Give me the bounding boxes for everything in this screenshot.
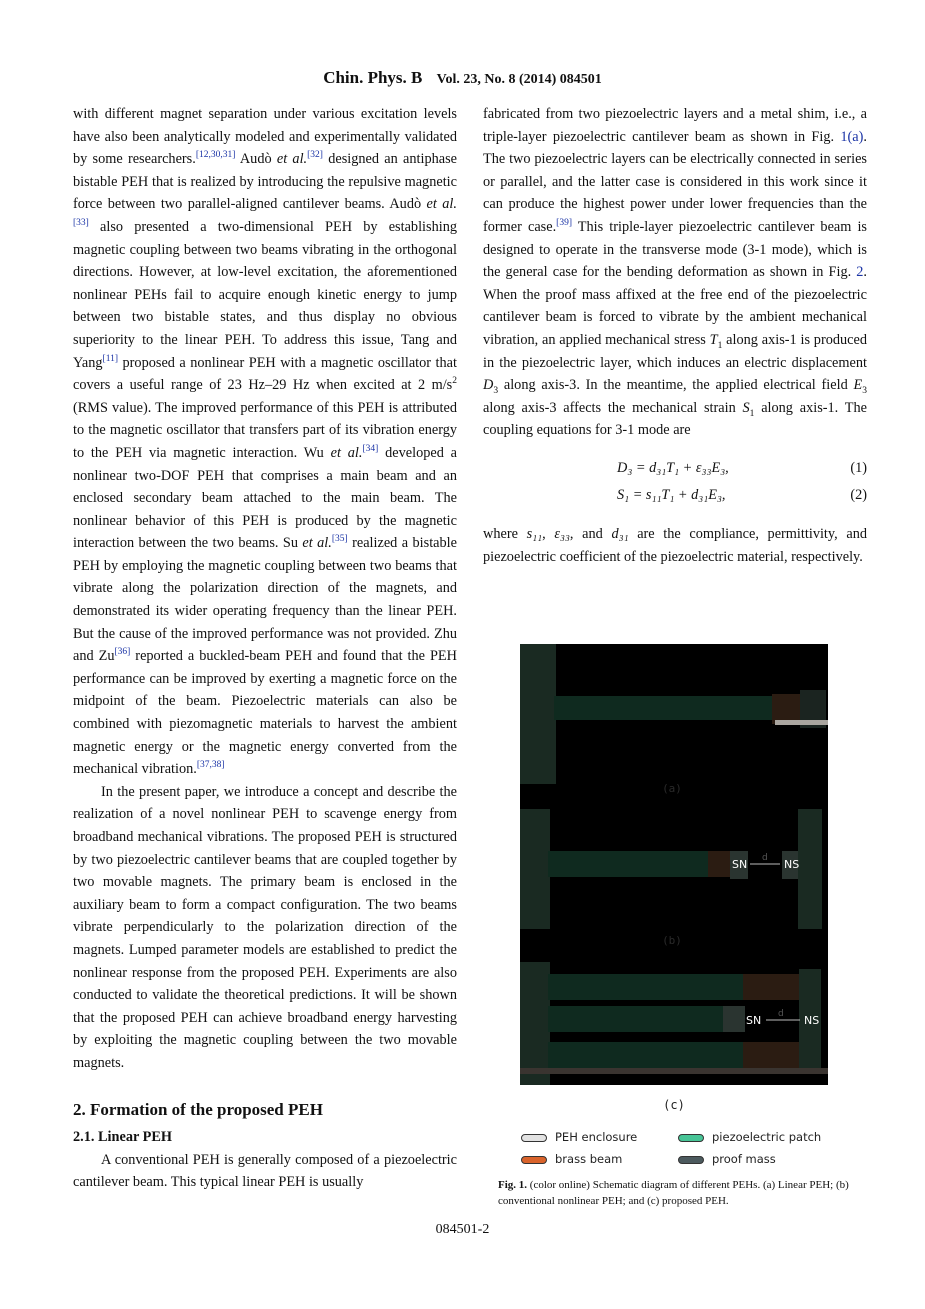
magnet-label: NS <box>804 1014 820 1027</box>
proof-mass <box>743 1042 801 1068</box>
figure-1-image <box>520 644 828 1085</box>
citation-link[interactable]: [11] <box>102 353 119 364</box>
peh-schematic <box>520 644 828 1085</box>
proof-mass <box>708 851 730 877</box>
piezo-beam <box>548 1042 743 1068</box>
magnet-label: SN <box>732 858 748 871</box>
volume-info: Vol. 23, No. 8 (2014) 084501 <box>436 72 602 87</box>
legend-item: proof mass <box>678 1152 776 1166</box>
legend-swatch <box>521 1134 547 1142</box>
figure-link[interactable]: 2 <box>856 264 864 281</box>
subfigure-label-c: (c) <box>663 1098 685 1112</box>
paragraph: where s₁₁, ε₃₃, and d₃₁ are the compliance, permittivity, and piezoelectric coefficient of the piezoelectric material, respectively. <box>483 525 867 565</box>
citation-link[interactable]: [35] <box>331 534 348 545</box>
legend-item: PEH enclosure <box>521 1130 637 1144</box>
legend-swatch <box>678 1134 704 1142</box>
equation-number: (1) <box>850 459 867 476</box>
citation-link[interactable]: [39] <box>556 218 572 229</box>
paragraph: fabricated from two piezoelectric layers and a metal shim, i.e., a triple-layer piezoelectric cantilever beam as shown in Fig. 1(a). The two piezoelectric layers can be electrically connected in series or parallel, and the latter case is considered in this work since it can produce the highest power under lower frequencies than the former case.[39] This triple-layer piezoelectric cantilever beam is designed to operate in the transverse mode (3-1 mode), which is the general case for the bending deformation as shown in Fig. 2. When the proof mass affixed at the free end of the piezoelectric cantilever beam is forced to vibrate by the ambient mechanical vibration, an applied mechanical stress $T_1$ along axis-1 is produced in the piezoelectric layer, which induces an electric displacement $D_3$ along axis-3. In the meantime, the applied electrical field $E_3$ along axis-3 affects the mechanical strain $S_1$ along axis-1. The coupling equations for 3-1 mode are <box>483 106 868 439</box>
paragraph: with different magnet separation under various excitation levels have also been analytically modeled and experimentally validated by some researchers.[12,30,31] Audò et al.[32] designed an antiphase bistable PEH that is realized by introducing the repulsive magnetic force between two parallel-aligned cantilever beams. Audò et al.[33] also presented a two-dimensional PEH by establishing magnetic coupling between two beams vibrating in the orthogonal directions. However, at low-level excitation, the aforementioned nonlinear PEHs fail to acquire enough kinetic energy to jump between two bistable states, and thus display no obvious superiority to the linear PEH. To address this issue, Tang and Yang[11] proposed a nonlinear PEH with a magnetic oscillator that covers a useful range of 23 Hz–29 Hz when excited at 2 $m/s^2$ (RMS value). The improved performance of this PEH is attributed to the magnetic oscillator that transfers part of its vibration energy to the PEH via magnetic interaction. Wu et al.[34] developed a nonlinear two-DOF PEH that comprises a main beam and an enclosed secondary beam attached to the main beam. The nonlinear behavior of this PEH is produced by the magnetic interaction between the two beams. Su et al.[35] realized a bistable PEH by employing the magnetic coupling between two beams that vibrate along the polarization direction of the magnets, and demonstrated its wider operating frequency than the linear PEH. But the cause of the improved performance was not provided. Zhu and Zu[36] reported a buckled-beam PEH and found that the PEH performance can be improved by exerting a magnetic force on the midpoint of the beam. Piezoelectric materials can also be combined with piezomagnetic materials to harvest the ambient magnetic energy or the magnetic energy converted from the mechanical vibration.[37,38] <box>73 106 458 778</box>
citation-link[interactable]: [37,38] <box>196 760 225 771</box>
citation-link[interactable]: [33] <box>73 218 89 229</box>
right-column <box>483 103 867 568</box>
citation-link[interactable]: [32] <box>307 150 323 161</box>
enclosure-block <box>798 809 822 929</box>
citation-link[interactable]: [36] <box>114 647 131 658</box>
legend-item: brass beam <box>521 1152 622 1166</box>
gap-label: d <box>778 1009 784 1019</box>
caption-label: Fig. 1. <box>498 1179 528 1191</box>
equation-expression: D₃ = d₃₁T₁ + ε₃₃E₃, <box>617 459 729 476</box>
figure-caption <box>498 1178 868 1209</box>
proof-mass <box>743 974 801 1000</box>
subfigure-label: (b) <box>662 934 682 947</box>
subsection-heading: 2.1. Linear PEH <box>73 1128 173 1145</box>
piezo-beam <box>548 1006 723 1032</box>
clamp-base <box>520 809 550 929</box>
caption-text: (color online) Schematic diagram of different PEHs. (a) Linear PEH; (b) conventional nonlinear PEH; and (c) proposed PEH. <box>498 1179 849 1207</box>
section-heading: 2. Formation of the proposed PEH <box>73 1099 323 1119</box>
gap-label: d <box>762 853 768 863</box>
paragraph: In the present paper, we introduce a concept and describe the realization of a novel nonlinear PEH to scavenge energy from broadband mechanical vibrations. The proposed PEH is structured by two piezoelectric cantilever beams that are coupled together by two movable magnets. The primary beam is enclosed in the auxiliary beam to form a compact configuration. The two beams vibrate perpendicularly to the polarization direction of the magnets. Lumped parameter models are established to predict the nonlinear response from the proposed PEH. Experiments are also conducted to validate the theoretical predictions. It will be shown that the proposed PEH can achieve broadband energy harvesting by exploiting the magnetic coupling between the two movable magnets. <box>73 783 457 1071</box>
legend-swatch <box>521 1156 547 1164</box>
equation-2 <box>483 484 867 511</box>
equation-1 <box>483 457 867 484</box>
citation-link[interactable]: [12,30,31] <box>195 150 236 161</box>
figure-link[interactable]: 1(a) <box>840 128 864 145</box>
magnet-label: SN <box>746 1014 762 1027</box>
clamp-base <box>520 962 550 1085</box>
citation-link[interactable]: [34] <box>362 444 379 455</box>
clamp-base <box>520 644 556 784</box>
running-header <box>0 68 925 88</box>
piezo-beam <box>548 974 743 1000</box>
piezo-beam <box>554 696 774 720</box>
equation-number: (2) <box>850 486 867 503</box>
magnet-label: NS <box>784 858 800 871</box>
piezo-beam <box>548 851 710 877</box>
journal-name: Chin. Phys. B <box>323 68 423 87</box>
legend-item: piezoelectric patch <box>678 1130 821 1144</box>
subfigure-label: (a) <box>662 782 682 795</box>
left-column <box>73 103 457 1194</box>
page-number: 084501-2 <box>435 1222 490 1237</box>
legend-swatch <box>678 1156 704 1164</box>
paragraph: A conventional PEH is generally composed of a piezoelectric cantilever beam. This typical linear PEH is usually <box>73 1151 457 1191</box>
equation-expression: S₁ = s₁₁T₁ + d₃₁E₃, <box>617 486 726 503</box>
magnet <box>723 1006 745 1032</box>
proof-mass <box>772 694 802 724</box>
